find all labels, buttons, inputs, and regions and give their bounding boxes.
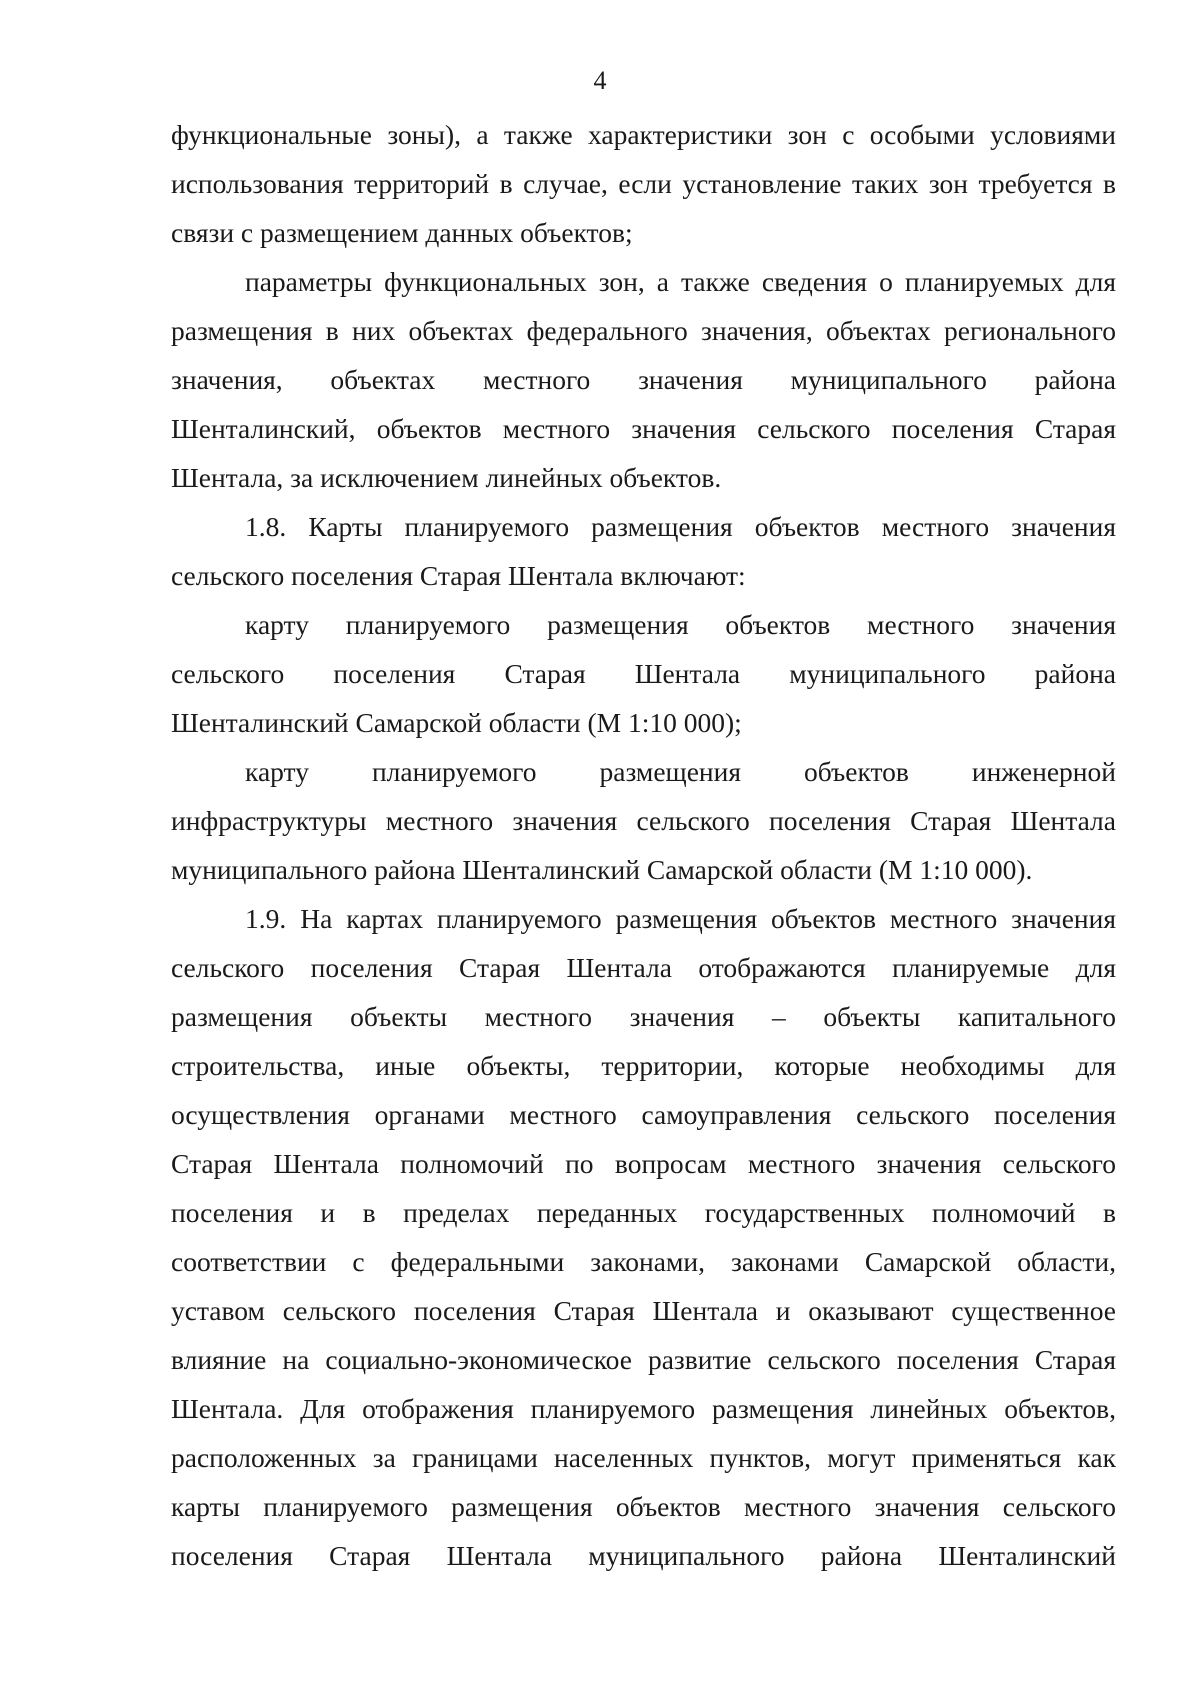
text-line: Шентала. Для отображения планируемого размещения линейных объектов, [171,1393,1116,1424]
text-line: параметры функциональных зон, а также сведения о планируемых для [245,266,1116,297]
text-line: расположенных за границами населенных пунктов, могут применяться как [171,1442,1116,1473]
text-line: 1.8. Карты планируемого размещения объектов местного значения [245,511,1116,542]
text-line: инфраструктуры местного значения сельского поселения Старая Шентала [171,805,1116,836]
text-line: поселения и в пределах переданных государственных полномочий в [171,1197,1116,1228]
text-line: функциональные зоны), а также характеристики зон с особыми условиями [171,119,1116,150]
text-line: значения, объектах местного значения муниципального района [171,364,1116,395]
text-line: связи с размещением данных объектов; [171,217,633,248]
text-line: использования территорий в случае, если установление таких зон требуется в [171,168,1116,199]
text-line: Шенталинский, объектов местного значения сельского поселения Старая [171,413,1116,444]
text-line: сельского поселения Старая Шентала муниципального района [171,658,1116,689]
text-line: уставом сельского поселения Старая Шентала и оказывают существенное [171,1295,1116,1326]
page-number: 4 [593,66,607,95]
text-line: соответствии с федеральными законами, законами Самарской области, [171,1246,1116,1277]
text-line: Шентала, за исключением линейных объектов. [171,462,722,493]
text-line: Старая Шентала полномочий по вопросам местного значения сельского [171,1148,1116,1179]
text-line: Шенталинский Самарской области (М 1:10 000); [171,707,742,738]
text-line: размещения в них объектах федерального значения, объектах регионального [171,315,1116,346]
text-line: карты планируемого размещения объектов местного значения сельского [171,1491,1116,1522]
text-line: сельского поселения Старая Шентала отображаются планируемые для [171,952,1116,983]
text-line: строительства, иные объекты, территории, которые необходимы для [171,1050,1116,1081]
text-line: сельского поселения Старая Шентала включают: [171,560,746,591]
text-line: влияние на социально-экономическое развитие сельского поселения Старая [171,1344,1116,1375]
text-line: поселения Старая Шентала муниципального района Шенталинский [171,1540,1116,1571]
text-line: осуществления органами местного самоуправления сельского поселения [171,1099,1116,1130]
text-line: карту планируемого размещения объектов местного значения [245,609,1116,640]
text-line: 1.9. На картах планируемого размещения объектов местного значения [245,903,1116,934]
document-body [171,110,1116,1580]
text-line: карту планируемого размещения объектов инженерной [245,756,1116,787]
text-line: размещения объекты местного значения – объекты капитального [171,1001,1116,1032]
text-line: муниципального района Шенталинский Самарской области (М 1:10 000). [171,854,1033,885]
